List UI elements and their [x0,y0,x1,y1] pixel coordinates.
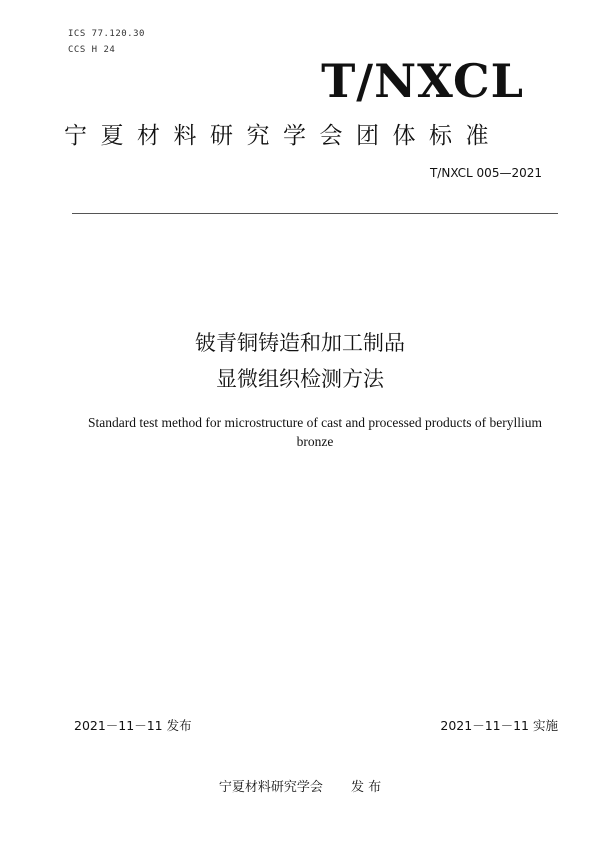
standard-logo: T/NXCL [321,54,524,108]
document-title-cn-line1: 铍青铜铸造和加工制品 [195,331,405,355]
ccs-code: CCS H 24 [68,45,116,55]
document-title-en: Standard test method for microstructure of cast and processed products of beryllium bronze [88,415,542,449]
publisher-line [0,776,600,795]
header-divider [72,213,558,214]
ics-code: ICS 77.120.30 [68,29,145,39]
document-title-cn-line2: 显微组织检测方法 [216,367,384,391]
organization-standard-title: 宁夏材料研究学会团体标准 [64,123,502,149]
publish-action: 发 布 [350,780,382,795]
implement-date: 2021－11－11 实施 [440,718,558,733]
publisher-name: 宁夏材料研究学会 [218,780,323,795]
standard-number: T/NXCL 005—2021 [429,166,542,180]
publish-date: 2021－11－11 发布 [74,718,192,733]
